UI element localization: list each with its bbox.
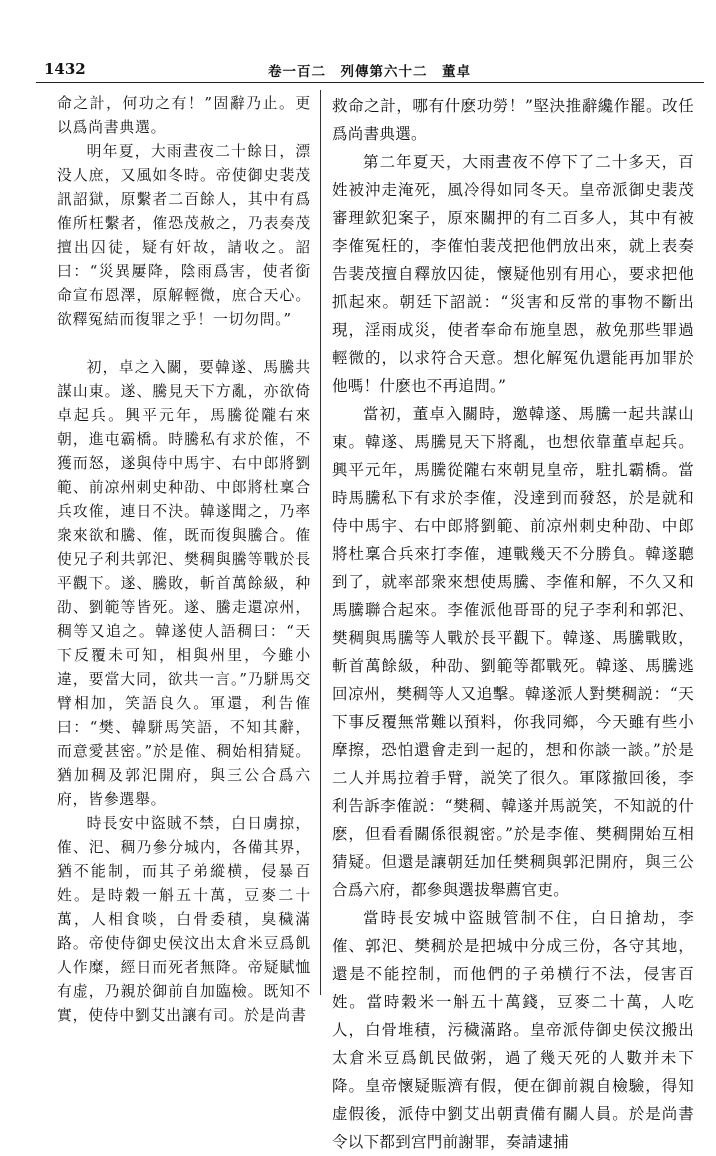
header-rule (36, 82, 704, 83)
original-paragraph: 明年夏，大雨晝夜二十餘日，漂没人庶，又風如冬時。帝使御史裴茂訊詔獄，原繫者二百餘人，其中有爲傕所枉繫者，傕恐茂赦之，乃表奏茂擅出囚徒，疑有奸故，請收之。詔曰：“災異屢降，陰雨爲害，使者銜命宣布恩澤，原解輕微，庶合天心。欲釋冤結而復罪之乎！一切勿問。” (57, 143, 311, 328)
page-number: 1432 (44, 60, 86, 78)
translation-paragraph: 當時長安城中盜賊管制不住，白日搶劫，李傕、郭汜、樊稠於是把城中分成三份，各守其地，還是不能控制，而他們的子弟横行不法，侵害百姓。當時穀米一斛五十萬錢，豆麥二十萬，人吃人，白骨堆積，污穢滿路。皇帝派侍御史侯汶搬出太倉米豆爲飢民做粥，過了幾天死的人數并未下降。皇帝懷疑賑濟有假，便在御前親自檢驗，得知虚假後，派侍中劉艾出朝責備有關人員。於是尚書令以下都到宫門前謝罪，奏請逮捕 (332, 909, 694, 1151)
page-header (0, 0, 716, 86)
column-divider (320, 90, 321, 995)
translation-paragraph: 當初，董卓入關時，邀韓遂、馬騰一起共謀山東。韓遂、馬騰見天下將亂，也想依靠董卓起兵。興平元年，馬騰從隴右來朝見皇帝，駐扎霸橋。當時馬騰私下有求於李傕，没達到而發怒，於是就和侍中馬宇、右中郎將劉範、前凉州刺史种劭、中郎將杜稟合兵來打李傕，連戰幾天不分勝負。韓遂聽到了，就率部衆來想使馬騰、李傕和解，不久又和馬騰聯合起來。李傕派他哥哥的兒子李利和郭汜、樊稠與馬騰等人戰於長平觀下。韓遂、馬騰戰敗，斬首萬餘級，种劭、劉範等都戰死。韓遂、馬騰逃回凉州，樊稠等人又追擊。韓遂派人對樊稠説：“天下事反覆無常難以預料，你我同鄉，今天雖有些小摩擦，恐怕還會走到一起的，想和你談一談。”於是二人并馬拉着手臂，説笑了很久。軍隊撤回後，李利告訴李傕説：“樊稠、韓遂并馬説笑，不知説的什麽，但看看關係很親密。”於是李傕、樊稠開始互相猜疑。但還是讓朝廷加任樊稠與郭汜開府，與三公合爲六府，都參與選拔舉薦官吏。 (332, 405, 694, 899)
translation-paragraph: 第二年夏天，大雨晝夜不停下了二十多天，百姓被沖走淹死，風冷得如同冬天。皇帝派御史裴茂審理欽犯案子，原來關押的有二百多人，其中有被李傕冤枉的，李傕怕裴茂把他們放出來，就上表奏告裴茂擅自釋放囚徒，懷疑他别有用心，要求把他抓起來。朝廷下詔説：“災害和反常的事物不斷出現，淫雨成災，使者奉命布施皇恩，赦免那些罪過輕微的，以求符合天意。想化解冤仇還能再加罪於他嗎！什麽也不再追問。” (332, 153, 694, 395)
original-paragraph: 命之計，何功之有！”固辭乃止。更以爲尚書典選。 (57, 95, 311, 136)
translation-text-column (332, 92, 694, 1156)
original-paragraph: 時長安中盜賊不禁，白日虜掠，傕、汜、稠乃參分城内，各備其界，猶不能制，而其子弟縱横，侵暴百姓。是時穀一斛五十萬，豆麥二十萬，人相食啖，白骨委積，臭穢滿路。帝使侍御史侯汶出太倉米豆爲飢人作糜，經日而死者無降。帝疑賦恤有虚，乃親於御前自加臨檢。既知不實，使侍中劉艾出讓有司。於是尚書 (57, 815, 311, 1024)
running-head: 卷一百二 列傳第六十二 董卓 (268, 64, 471, 80)
original-paragraph: 初，卓之入關，要韓遂、馬騰共謀山東。遂、騰見天下方亂，亦欲倚卓起兵。興平元年，馬騰從隴右來朝，進屯霸橋。時騰私有求於傕，不獲而怒，遂與侍中馬宇、右中郎將劉範、前凉州刺史种劭、中郎將杜稟合兵攻傕，連日不決。韓遂聞之，乃率衆來欲和騰、傕，既而復與騰合。傕使兄子利共郭汜、樊稠與騰等戰於長平觀下。遂、騰敗，斬首萬餘級，种劭、劉範等皆死。遂、騰走還凉州，稠等又追之。韓遂使人語稠曰：“天下反覆未可知，相與州里，今雖小違，要當大同，欲共一言。”乃駢馬交臂相加，笑語良久。軍還，利告傕曰：“樊、韓駢馬笑語，不知其辭，而意愛甚密。”於是傕、稠始相猜疑。猶加稠及郭汜開府，與三公合爲六府，皆參選舉。 (57, 359, 311, 808)
translation-paragraph: 救命之計，哪有什麽功勞！”堅決推辭纔作罷。改任爲尚書典選。 (332, 97, 694, 143)
original-text-column (57, 92, 311, 1028)
